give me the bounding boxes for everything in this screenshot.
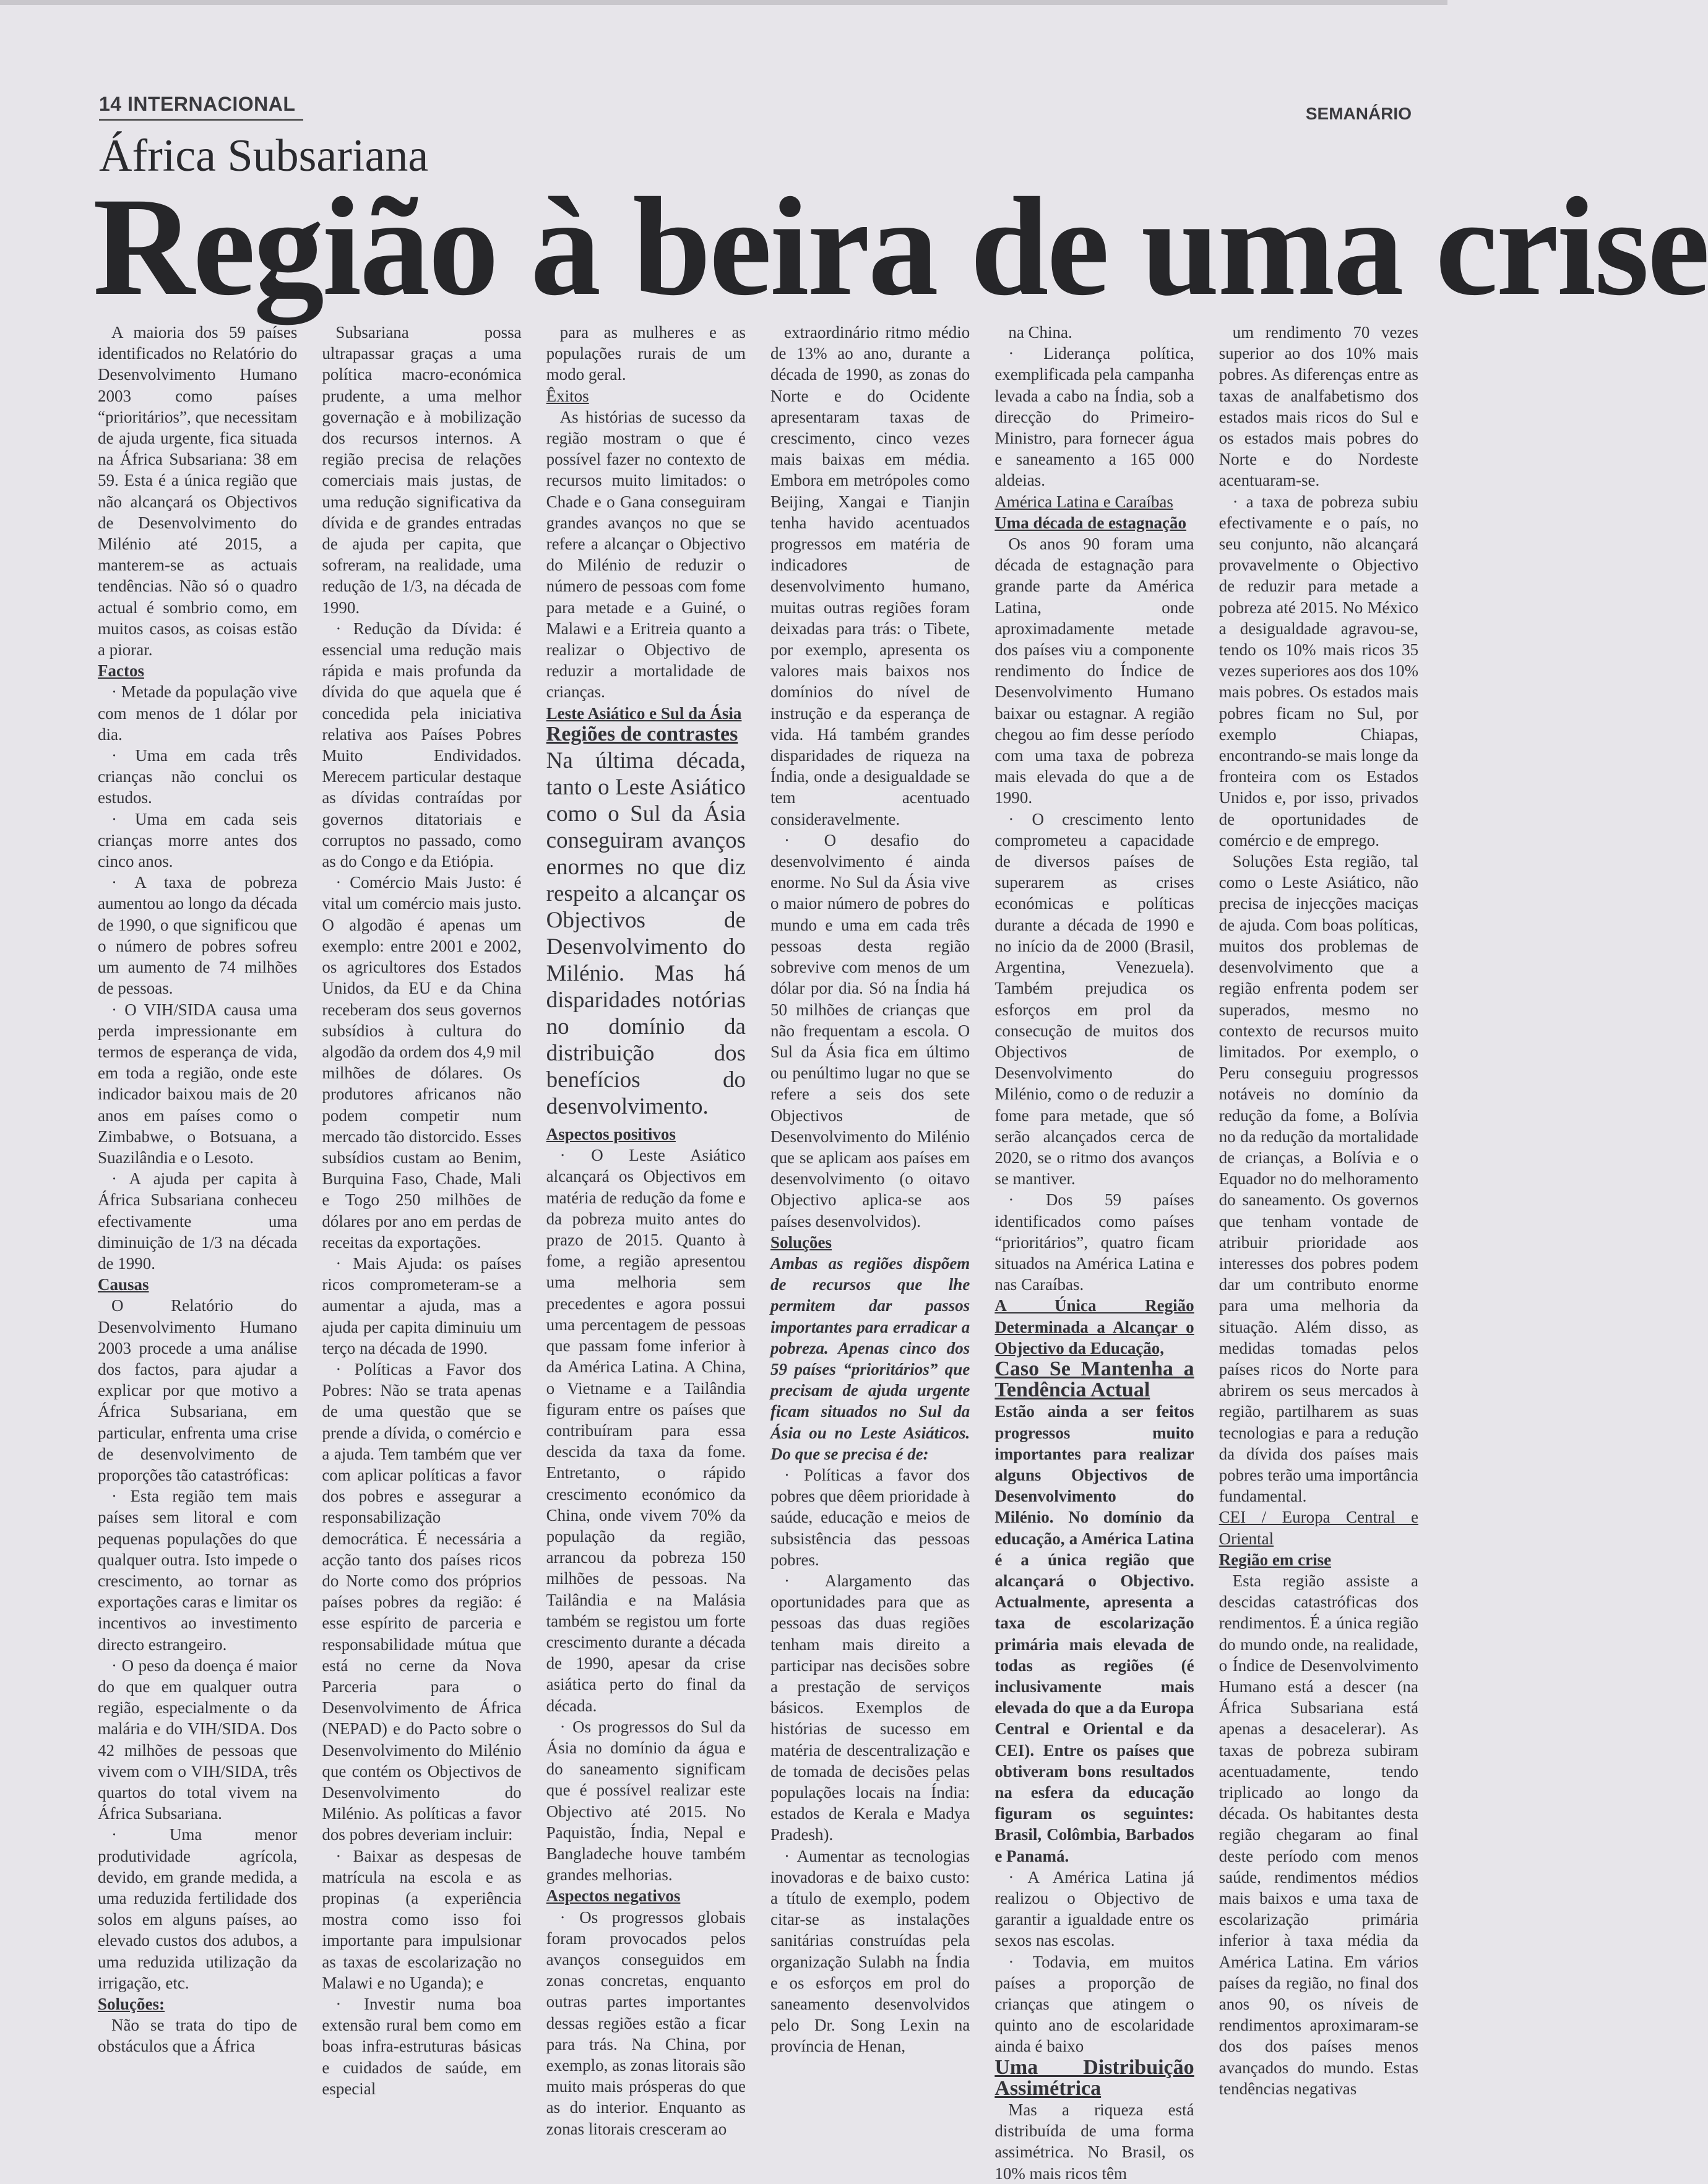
lead-paragraph: Ambas as regiões dispõem de recursos que lhe permitem dar passos importantes para erradicar a pobreza. Apenas cinco dos 59 países “prioritários” que precisam de ajuda urgente ficam situados no Sul da Ásia ou no Leste Asiáticos. Do que se precisa é de: bbox=[770, 1253, 970, 1463]
subheading: América Latina e Caraíbas bbox=[994, 492, 1173, 511]
subheading: CEI / Europa Central e Oriental bbox=[1218, 1508, 1418, 1548]
column-5 bbox=[994, 322, 1194, 2183]
paragraph: · O desafio do desenvolvimento é ainda enorme. No Sul da Ásia vive o maior número de pobres do mundo e uma em cada três pessoas desta região sobrevive com menos de um dólar por dia. Só na Índia há 50 milhões de crianças que não frequentam a escola. O Sul da Ásia fica em último ou penúltimo lugar no que se refere a seis dos sete Objectivos de Desenvolvimento do Milénio que se aplicam aos países em desenvolvimento (o oitavo Objectivo aplica-se aos países desenvolvidos). bbox=[770, 830, 970, 1231]
column-3 bbox=[546, 322, 746, 2138]
subheading: Aspectos negativos bbox=[546, 1886, 681, 1906]
paragraph: · A taxa de pobreza aumentou ao longo da década de 1990, o que significou que o número de pobres sofreu um aumento de 74 milhões de pessoas. bbox=[98, 873, 298, 998]
paragraph: · Esta região tem mais países sem litoral e com pequenas populações do que qualquer outra. Isto impede o crescimento, ao tornar as exportações caras e limitar os incentivos ao investimento directo estrangeiro. bbox=[98, 1487, 298, 1654]
paragraph: O Relatório do Desenvolvimento Humano 2003 procede a uma análise dos factos, para ajudar a explicar por que motivo a África Subsariana, em particular, enfrenta uma crise de desenvolvimento de proporções tão catastróficas: bbox=[98, 1296, 298, 1484]
paragraph: extraordinário ritmo médio de 13% ao ano, durante a década de 1990, as zonas do Norte e do Ocidente apresentaram taxas de crescimento, cinco vezes mais baixas em média. Embora em metrópoles como Beijing, Xangai e Tianjin tenha havido acentuados progressos em matéria de indicadores de desenvolvimento humano, muitas outras regiões foram deixadas para trás: o Tibete, por exemplo, apresenta os valores mais baixos nos domínios do nível de instrução e da esperança de vida. Há também grandes disparidades de riqueza na Índia, onde a desigualdade se tem acentuado consideravelmente. bbox=[770, 323, 970, 828]
paragraph: Não se trata do tipo de obstáculos que a África bbox=[98, 2016, 298, 2056]
subheading: Leste Asiático e Sul da Ásia bbox=[546, 703, 742, 723]
subheading: Caso Se Mantenha a Tendência Actual bbox=[994, 1357, 1194, 1402]
paragraph: Os anos 90 foram uma década de estagnação para grande parte da América Latina, onde aproximadamente metade dos países viu a componente rendimento do Índice de Desenvolvimento Humano baixar ou estagnar. A região chegou ao fim desse período com uma taxa de pobreza mais elevada do que a de 1990. bbox=[994, 535, 1194, 807]
paragraph: · Uma em cada três crianças não conclui os estudos. bbox=[98, 746, 298, 807]
subheading: A Única Região Determinada a Alcançar o Objectivo da Educação, bbox=[994, 1296, 1194, 1357]
paragraph: · Metade da população vive com menos de 1 dólar por dia. bbox=[98, 682, 298, 744]
paragraph: · Todavia, em muitos países a proporção de crianças que atingem o quinto ano de escolaridade ainda é baixo bbox=[994, 1952, 1194, 2056]
paragraph: · a taxa de pobreza subiu efectivamente e o país, no seu conjunto, não alcançará provavelmente o Objectivo de reduzir para metade a pobreza até 2015. No México a desigualdade agravou-se, tendo os 10% mais ricos 35 vezes superiores aos dos 10% mais pobres. Os estados mais pobres ficam no Sul, por exemplo Chiapas, encontrando-se mais longe da fronteira com os Estados Unidos e, por isso, privados de oportunidades de comércio e de emprego. bbox=[1218, 492, 1418, 849]
subheading: Factos bbox=[98, 661, 144, 681]
paragraph: · O crescimento lento comprometeu a capacidade de diversos países de superarem as crises económicas e políticas durante a década de 1990 e no início da de 2000 (Brasil, Argentina, Venezuela). Também prejudica os esforços em prol da consecução de muitos dos Objectivos de Desenvolvimento do Milénio, como o de reduzir a fome para metade, que só serão alcançados cerca de 2020, se o ritmo dos avanços se mantiver. bbox=[994, 809, 1194, 1189]
paragraph: · O VIH/SIDA causa uma perda impressionante em termos de esperança de vida, em toda a região, onde este indicador baixou mais de 20 anos em países como o Zimbabwe, o Botsuana, a Suazilândia e o Lesoto. bbox=[98, 1000, 298, 1167]
subheading: Causas bbox=[98, 1275, 149, 1294]
paragraph: · O peso da doença é maior do que em qualquer outra região, especialmente o da malária e do VIH/SIDA. Dos 42 milhões de pessoas que vivem com o VIH/SIDA, três quartos do total vivem na África Subsariana. bbox=[98, 1656, 298, 1823]
paragraph: para as mulheres e as populações rurais de um modo geral. bbox=[546, 323, 746, 384]
paragraph: · Alargamento das oportunidades para que as pessoas das duas regiões tenham mais direito a participar nas decisões sobre a prestação de serviços básicos. Exemplos de histórias de sucesso em matéria de descentralização e de tomada de decisões pelas populações locais na Índia: estados de Kerala e Madya Pradesh). bbox=[770, 1571, 970, 1844]
subheading: Aspectos positivos bbox=[546, 1125, 676, 1144]
subheading: Região em crise bbox=[1218, 1550, 1332, 1569]
paragraph: · Baixar as despesas de matrícula na escola e as propinas (a experiência mostra como isso foi importante para impulsionar as taxas de escolarização no Malawi e no Uganda); e bbox=[322, 1846, 522, 1992]
lead-paragraph: Estão ainda a ser feitos progressos muito importantes para realizar alguns Objectivos de Desenvolvimento do Milénio. No domínio da educação, a América Latina é a única região que alcançará o Objectivo. Actualmente, apresenta a taxa de escolarização primária mais elevada de todas as regiões (é inclusivamente mais elevada do que a da Europa Central e Oriental e da CEI). Entre os países que obtiveram bons resultados na esfera da educação figuram os seguintes: Brasil, Colômbia, Barbados e Panamá. bbox=[994, 1402, 1194, 1865]
paragraph: · Liderança política, exemplificada pela campanha levada a cabo na Índia, sob a direcção do Primeiro-Ministro, para fornecer água e saneamento a 165 000 aldeias. bbox=[994, 344, 1194, 490]
top-rule bbox=[0, 0, 1447, 5]
paragraph: · Políticas a favor dos pobres que dêem prioridade à saúde, educação e meios de subsistência das pessoas pobres. bbox=[770, 1465, 970, 1569]
page-label: 14 INTERNACIONAL bbox=[99, 93, 296, 115]
paragraph: · Uma em cada seis crianças morre antes dos cinco anos. bbox=[98, 809, 298, 871]
page-label-rule bbox=[99, 119, 303, 121]
paragraph: · A ajuda per capita à África Subsariana conheceu efectivamente uma diminuição de 1/3 na década de 1990. bbox=[98, 1169, 298, 1273]
subheading: Soluções: bbox=[98, 1995, 165, 2014]
paragraph: · Políticas a Favor dos Pobres: Não se trata apenas de uma questão que se prende a dívida, o comércio e a ajuda. Tem também que ver com aplicar políticas a favor dos pobres e assegurar a responsabilização democrática. É necessária a acção tanto dos países ricos do Norte como dos próprios países pobres da região: é esse espírito de parceria e responsabilidade mútua que está no cerne da Nova Parceria para o Desenvolvimento de África (NEPAD) e do Pacto sobre o Desenvolvimento do Milénio que contém os Objectivos de Desenvolvimento do Milénio. As políticas a favor dos pobres deveriam incluir: bbox=[322, 1359, 522, 1844]
subheading: Regiões de contrastes bbox=[546, 722, 738, 746]
column-4 bbox=[770, 322, 970, 2056]
paragraph: Esta região assiste a descidas catastróficas dos rendimentos. É a única região do mundo onde, na realidade, o Índice de Desenvolvimento Humano está a descer (na África Subsariana está apenas a desacelerar). As taxas de pobreza subiram acentuadamente, tendo triplicado ao longo da década. Os habitantes desta região chegaram ao final deste período com menos saúde, rendimentos médios mais baixos e uma taxa de escolarização primária inferior à taxa média da América Latina. Em vários países da região, no final dos anos 90, os níveis de rendimentos aproximaram-se dos dos países menos avançados do mundo. Estas tendências negativas bbox=[1218, 1571, 1418, 2098]
paragraph: · A América Latina já realizou o Objectivo de garantir a igualdade entre os sexos nas escolas. bbox=[994, 1867, 1194, 1950]
paragraph: · Aumentar as tecnologias inovadoras e de baixo custo: a título de exemplo, podem citar-se as instalações sanitárias construídas pela organização Sulabh na Índia e os esforços em prol do saneamento desenvolvidos pelo Dr. Song Lexin na província de Henan, bbox=[770, 1846, 970, 2056]
paragraph: · Mais Ajuda: os países ricos comprometeram-se a aumentar a ajuda, mas a ajuda per capita diminuiu um terço na década de 1990. bbox=[322, 1253, 522, 1357]
column-6 bbox=[1218, 322, 1418, 2098]
paragraph: Subsariana possa ultrapassar graças a uma política macro-económica prudente, a uma melhor governação e à mobilização dos recursos internos. A região precisa de relações comerciais mais justas, de uma redução significativa da dívida e de grandes entradas de ajuda per capita, que sofreram, na realidade, uma redução de 1/3, na década de 1990. bbox=[322, 323, 522, 617]
paragraph: Mas a riqueza está distribuída de uma forma assimétrica. No Brasil, os 10% mais ricos têm bbox=[994, 2100, 1194, 2183]
article-columns bbox=[98, 322, 1418, 2183]
column-1 bbox=[98, 322, 298, 2056]
paragraph: As histórias de sucesso da região mostram o que é possível fazer no contexto de recursos muito limitados: o Chade e o Gana conseguiram grandes avanços no que se refere a alcançar o Objectivo do Milénio de reduzir o número de pessoas com fome para metade e a Guiné, o Malawi e a Eritreia quanto a realizar o Objectivo de reduzir a mortalidade de crianças. bbox=[546, 407, 746, 702]
publication-name: SEMANÁRIO bbox=[1305, 104, 1412, 123]
paragraph: A maioria dos 59 países identificados no Relatório do Desenvolvimento Humano 2003 como países “prioritários”, que necessitam de ajuda urgente, fica situada na África Subsariana: 38 em 59. Esta é a única região que não alcançará os Objectivos de Desenvolvimento do Milénio até 2015, a manterem-se as actuais tendências. Não só o quadro actual é sombrio como, em muitos casos, as coisas estão a piorar. bbox=[98, 323, 298, 660]
subheading: Soluções bbox=[770, 1232, 832, 1252]
paragraph: Soluções Esta região, tal como o Leste Asiático, não precisa de injecções maciças de ajuda. Com boas políticas, muitos dos problemas de desenvolvimento que a região enfrenta podem ser superados, mesmo no contexto de recursos muito limitados. Por exemplo, o Peru conseguiu progressos notáveis no domínio da redução da fome, a Bolívia no da redução da mortalidade de crianças, a Bolívia e o Equador no do melhoramento do saneamento. Os governos que tenham vontade de atribuir prioridade aos interesses dos pobres podem dar um contributo enorme para uma melhoria da situação. Além disso, as medidas tomadas pelos países ricos do Norte para abrirem os seus mercados à região, partilharem as suas tecnologias e para a redução da dívida dos países mais pobres terão uma importância fundamental. bbox=[1218, 852, 1418, 1506]
paragraph: · O Leste Asiático alcançará os Objectivos em matéria de redução da fome e da pobreza muito antes do prazo de 2015. Quanto à fome, a região apresentou uma melhoria sem precedentes e agora possui uma percentagem de pessoas que passam fome inferior à da América Latina. A China, o Vietname e a Tailândia figuram entre os países que contribuíram para essa descida da taxa da fome. Entretanto, o rápido crescimento económico da China, onde vivem 70% da população da região, arrancou da pobreza 150 milhões de pessoas. Na Tailândia e na Malásia também se registou um forte crescimento durante a década de 1990, apesar da crise asiática perto do final da década. bbox=[546, 1146, 746, 1715]
paragraph: um rendimento 70 vezes superior ao dos 10% mais pobres. As diferenças entre as taxas de analfabetismo dos estados mais ricos do Sul e os estados mais pobres do Norte e do Nordeste acentuaram-se. bbox=[1218, 323, 1418, 490]
paragraph: · Dos 59 países identificados como países “prioritários”, quatro ficam situados na América Latina e nas Caraíbas. bbox=[994, 1190, 1194, 1294]
paragraph: · Uma menor produtividade agrícola, devido, em grande medida, a uma reduzida fertilidade dos solos em alguns países, ao elevado custos dos adubos, a uma reduzida utilização da irrigação, etc. bbox=[98, 1825, 298, 1992]
subheading: Uma Distribuição Assimétrica bbox=[994, 2055, 1194, 2100]
paragraph: · Redução da Dívida: é essencial uma redução mais rápida e mais profunda da dívida do que aquela que é concedida pela iniciativa relativa aos Países Pobres Muito Endividados. Merecem particular destaque as dívidas contraídas por governos ditatoriais e corruptos no passado, como as do Congo e da Etiópia. bbox=[322, 619, 522, 871]
paragraph: na China. bbox=[1008, 323, 1072, 342]
subheading: Uma década de estagnação bbox=[994, 513, 1187, 532]
subheading: Êxitos bbox=[546, 386, 589, 405]
section-title: África Subsariana bbox=[99, 131, 429, 181]
paragraph: · Os progressos do Sul da Ásia no domínio da água e do saneamento significam que é possível realizar este Objectivo até 2015. No Paquistão, Índia, Nepal e Bangladeche houve também grandes melhorias. bbox=[546, 1717, 746, 1885]
paragraph: · Comércio Mais Justo: é vital um comércio mais justo. O algodão é apenas um exemplo: entre 2001 e 2002, os agricultores dos Estados Unidos, da EU e da China receberam dos seus governos subsídios à cultura do algodão da ordem dos 4,9 mil milhões de dólares. Os produtores africanos não podem competir num mercado tão distorcido. Esses subsídios custam ao Benim, Burquina Faso, Chade, Mali e Togo 250 milhões de dólares por ano em perdas de receitas da exportações. bbox=[322, 873, 522, 1252]
headline: Região à beira de uma crise bbox=[93, 169, 1708, 325]
column-2 bbox=[322, 322, 522, 2098]
blurb: Na última década, tanto o Leste Asiático como o Sul da Ásia conseguiram avanços enormes no que diz respeito a alcançar os Objectivos de Desenvolvimento do Milénio. Mas há disparidades notórias no domínio da distribuição dos benefícios do desenvolvimento. bbox=[546, 748, 746, 1120]
paragraph: · Os progressos globais foram provocados pelos avanços conseguidos em zonas concretas, enquanto outras partes importantes dessas regiões estão a ficar para trás. Na China, por exemplo, as zonas litorais são muito mais prósperas do que as do interior. Enquanto as zonas litorais cresceram ao bbox=[546, 1907, 746, 2138]
paragraph: · Investir numa boa extensão rural bem como em boas infra-estruturas básicas e cuidados de saúde, em especial bbox=[322, 1995, 522, 2098]
